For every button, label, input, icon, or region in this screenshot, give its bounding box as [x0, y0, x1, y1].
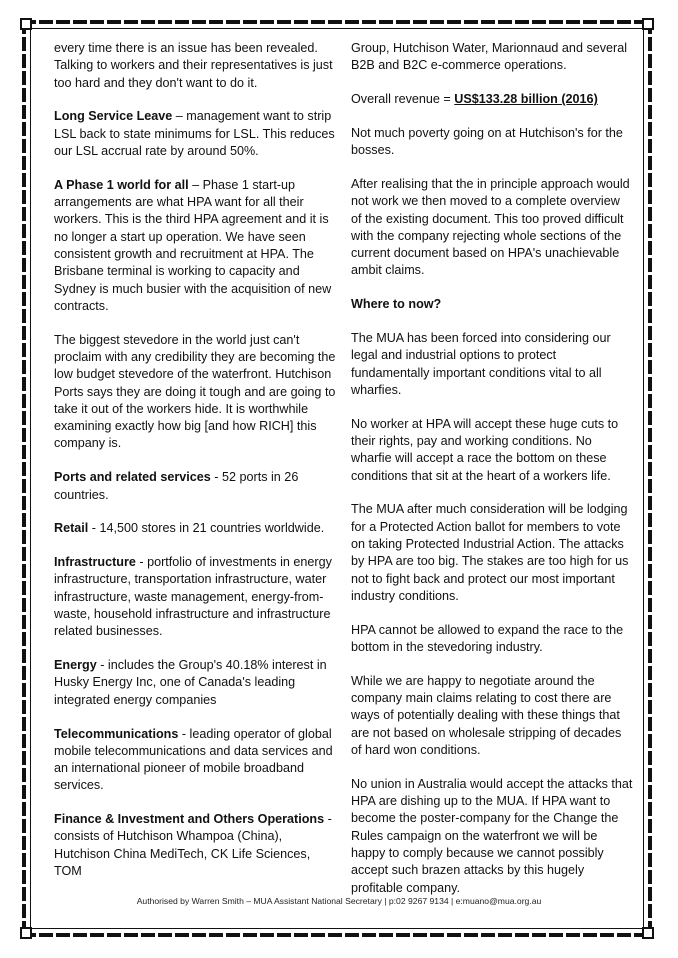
overall-revenue	[351, 91, 633, 108]
paragraph: The MUA has been forced into considering our legal and industrial options to protect fundamentally important conditions vital to all wharfies.	[351, 331, 611, 397]
border-inner-bottom	[32, 928, 642, 929]
border-inner-left	[30, 30, 31, 927]
paragraph: While we are happy to negotiate around the company main claims relating to cost there are ways of potentially dealing with these things that are not based on wholesale stripping of decades of hard won conditions.	[351, 673, 622, 757]
section-heading: Long Service Leave	[54, 109, 173, 124]
section-heading: Telecommunications	[54, 726, 179, 741]
section-text: – Phase 1 start-up arrangements are what HPA want for all their workers. This is the third HPA agreement and it is no longer a start up operation. We have seen consistent growth and recruitment at HPA. The Brisbane terminal is working to capacity and Sydney is much busier with the acquisition of new contracts.	[54, 177, 332, 313]
paragraph: After realising that the in principle approach would not work we then moved to a complete overview of the existing document. This too proved difficult with the company rejecting whole sections of the current document based on HPA's unachievable ambit claims.	[351, 176, 630, 278]
paragraph: HPA cannot be allowed to expand the race to the bottom in the stevedoring industry.	[351, 622, 624, 655]
section-text: - consists of Hutchison Whampoa (China), Hutchison China MediTech, CK Life Sciences, TOM	[54, 812, 332, 879]
section-long-service-leave	[54, 108, 336, 160]
paragraph: The MUA after much consideration will be lodging for a Protected Action ballot for members to vote on taking Protected Industrial Action. The attacks by HPA are too big. The stakes are too high for us not to fight back and protect our most important industry conditions.	[351, 502, 629, 603]
paragraph: No worker at HPA will accept these huge cuts to their rights, pay and working conditions. No wharfie will accept a race the bottom on these conditions that sit at the heart of a workers life.	[351, 416, 619, 483]
border-right	[648, 20, 652, 937]
section-infrastructure	[54, 554, 336, 640]
section-heading: Energy	[54, 658, 97, 673]
corner-top-right	[642, 18, 654, 30]
section-text: - 52 ports in 26 countries.	[54, 470, 299, 502]
border-bottom	[22, 933, 652, 937]
revenue-value: US$133.28 billion (2016)	[454, 92, 598, 107]
section-retail	[54, 520, 336, 537]
section-phase-1	[54, 177, 336, 315]
border-inner-right	[643, 30, 644, 927]
revenue-label: Overall revenue =	[351, 92, 455, 107]
paragraph: No union in Australia would accept the attacks that HPA are dishing up to the MUA. If HPA want to become the poster-company for the Change the Rules campaign on the waterfront we will be happy to comply because we cannot possibly accept such brazen attacks by this hugely profitable company.	[351, 776, 633, 895]
left-column	[54, 40, 336, 897]
section-heading: Infrastructure	[54, 555, 136, 570]
corner-bottom-right	[642, 927, 654, 939]
right-column	[351, 40, 633, 913]
section-heading: Where to now?	[351, 297, 442, 312]
paragraph: The biggest stevedore in the world just can't proclaim with any credibility they are becoming the low budget stevedore of the waterfront. Hutchison Ports says they are doing it tough and are going to take it out of the workers hide. It is worthwhile examining exactly how big [and how RICH] this company is.	[54, 332, 336, 451]
section-energy	[54, 657, 336, 709]
section-heading-where-to-now	[351, 296, 633, 313]
border-inner-top	[32, 28, 642, 29]
corner-top-left	[20, 18, 32, 30]
section-ports	[54, 469, 336, 504]
border-top	[22, 20, 652, 24]
section-finance	[54, 811, 336, 880]
border-left	[22, 20, 26, 937]
section-text: – management want to strip LSL back to state minimums for LSL. This reduces our LSL accrual rate by around 50%.	[54, 109, 335, 158]
paragraph: Group, Hutchison Water, Marionnaud and several B2B and B2C e-commerce operations.	[351, 41, 628, 73]
section-text: - includes the Group's 40.18% interest in Husky Energy Inc, one of Canada's leading integrated energy companies	[54, 658, 327, 707]
authorisation-footer: Authorised by Warren Smith – MUA Assistant National Secretary | p:02 9267 9134 | e:muano@mua.org.au	[136, 896, 542, 906]
corner-bottom-left	[20, 927, 32, 939]
section-heading: A Phase 1 world for all	[54, 177, 189, 192]
section-text: - 14,500 stores in 21 countries worldwide.	[88, 521, 325, 536]
section-heading: Ports and related services	[54, 470, 211, 485]
section-heading: Finance & Investment and Others Operations	[54, 812, 325, 827]
section-telecommunications	[54, 726, 336, 795]
section-text: - portfolio of investments in energy infrastructure, transportation infrastructure, water infrastructure, waste management, energy-from-waste, household infrastructure and infrastructure related businesses.	[54, 555, 332, 639]
section-text: - leading operator of global mobile telecommunications and data services and an international pioneer of mobile broadband services.	[54, 726, 333, 793]
section-heading: Retail	[54, 521, 89, 536]
paragraph: Not much poverty going on at Hutchison's for the bosses.	[351, 125, 623, 158]
paragraph: every time there is an issue has been revealed. Talking to workers and their representatives is just too hard and they don't want to do it.	[54, 41, 333, 90]
